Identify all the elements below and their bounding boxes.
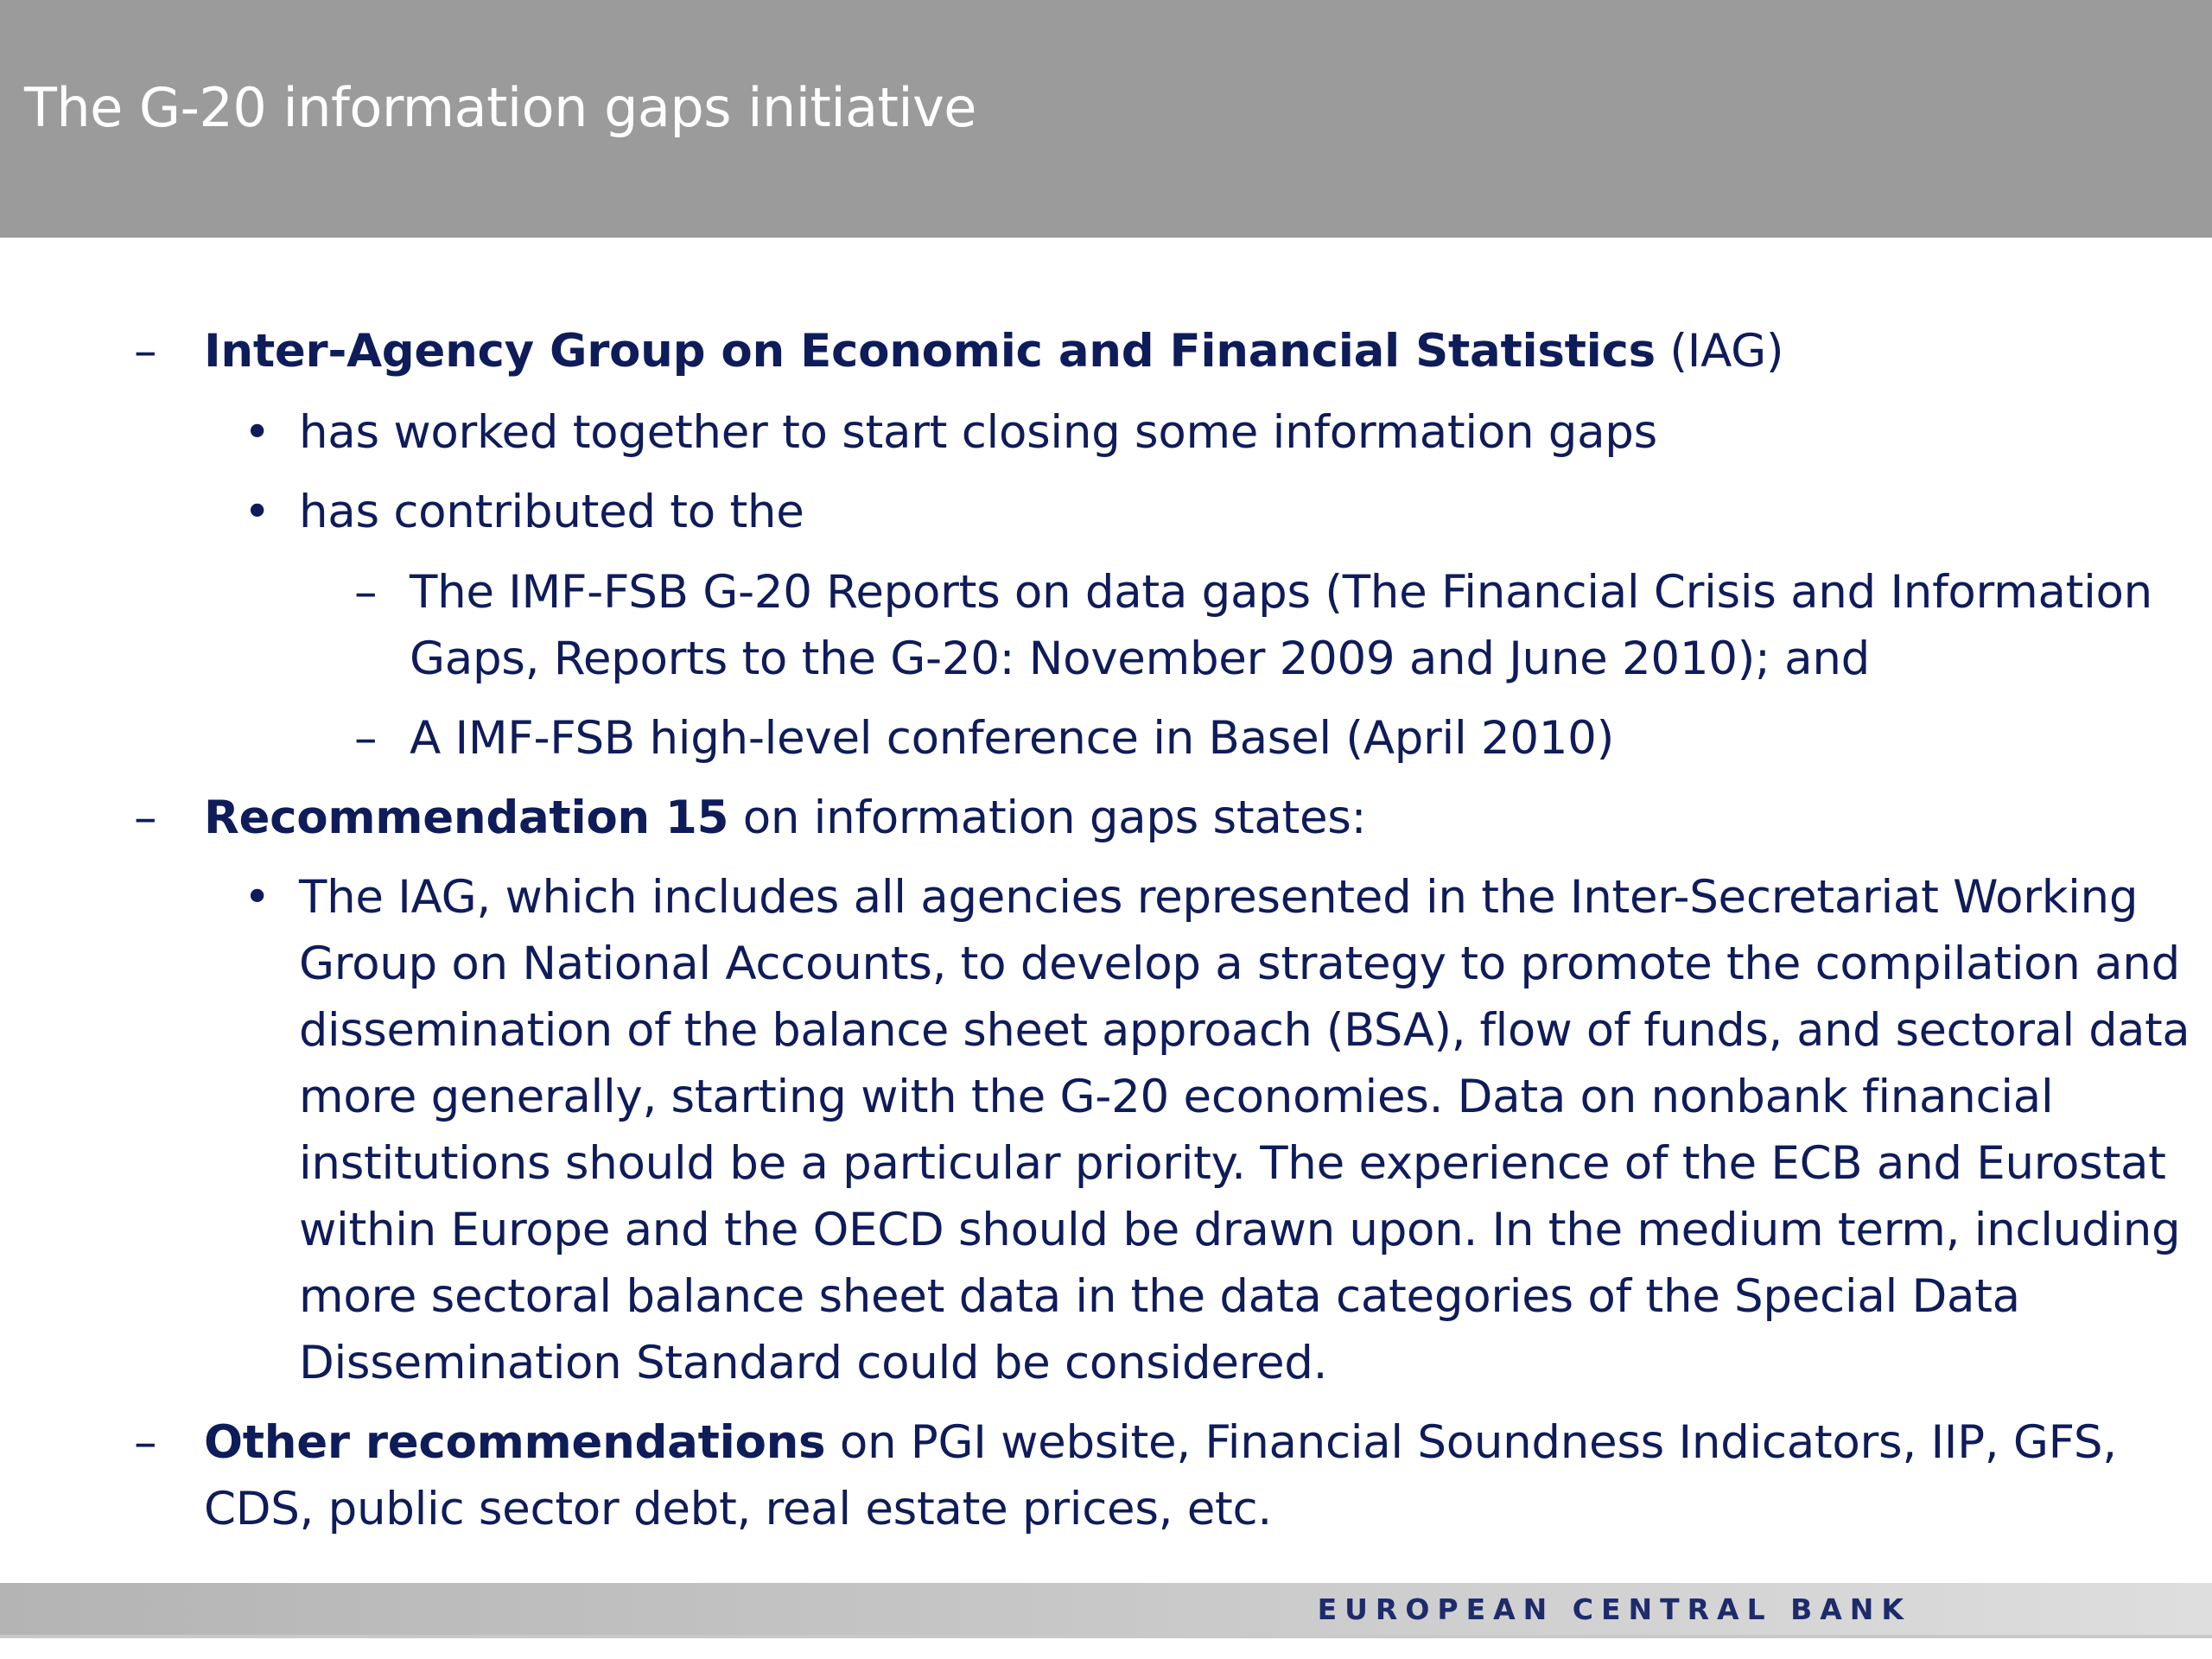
iag-sub-item-2: has contributed to the: [299, 486, 804, 538]
iag-heading: Inter-Agency Group on Economic and Financial Statistics: [204, 325, 1656, 378]
conference-item: A IMF-FSB high-level conference in Basel (April 2010): [410, 712, 1614, 765]
rec15-text-line: Group on National Accounts, to develop a strategy to promote the compilation and: [299, 938, 2180, 990]
rec15-text-line: The IAG, which includes all agencies represented in the Inter-Secretariat Working: [299, 871, 2139, 924]
rec15-heading-rest: on information gaps states:: [728, 791, 1367, 844]
other-recommendations-line-2: CDS, public sector debt, real estate prices, etc.: [204, 1483, 1272, 1535]
dash-marker: –: [134, 791, 157, 844]
bullet-other-recommendations: [204, 1409, 2117, 1476]
iag-heading-rest: (IAG): [1655, 325, 1784, 378]
dash-marker: –: [134, 325, 157, 378]
ecb-brand-logo: EUROPEAN CENTRAL BANK: [1317, 1592, 1911, 1626]
rec15-text-line: dissemination of the balance sheet approach (BSA), flow of funds, and sectoral data: [299, 1004, 2190, 1057]
slide-title: The G-20 information gaps initiative: [24, 76, 976, 139]
dash-marker: –: [354, 712, 378, 765]
other-heading: Other recommendations: [204, 1416, 826, 1469]
iag-sub-item-1: has worked together to start closing some information gaps: [299, 406, 1657, 459]
rec15-text-line: institutions should be a particular priority. The experience of the ECB and Eurostat: [299, 1137, 2166, 1190]
dot-marker: •: [244, 871, 271, 924]
bullet-recommendation-15: [204, 785, 1366, 851]
footer-divider: [0, 1635, 2212, 1638]
rec15-text-line: more generally, starting with the G-20 economies. Data on nonbank financial: [299, 1071, 2054, 1123]
dash-marker: –: [354, 566, 378, 619]
rec15-text-line: more sectoral balance sheet data in the data categories of the Special Data: [299, 1270, 2020, 1323]
dot-marker: •: [244, 406, 271, 459]
rec15-text-line: within Europe and the OECD should be drawn upon. In the medium term, including: [299, 1204, 2181, 1256]
dot-marker: •: [244, 486, 271, 538]
other-heading-rest: on PGI website, Financial Soundness Indicators, IIP, GFS,: [825, 1416, 2117, 1469]
report-item-line-1: The IMF-FSB G-20 Reports on data gaps (The Financial Crisis and Information: [410, 566, 2152, 619]
rec15-heading: Recommendation 15: [204, 791, 729, 844]
report-item-line-2: Gaps, Reports to the G-20: November 2009 and June 2010); and: [410, 632, 1870, 685]
bullet-iag: [204, 318, 1783, 385]
rec15-text-line: Dissemination Standard could be considered.: [299, 1337, 1328, 1389]
slide-header: [0, 0, 2212, 238]
dash-marker: –: [134, 1416, 157, 1469]
